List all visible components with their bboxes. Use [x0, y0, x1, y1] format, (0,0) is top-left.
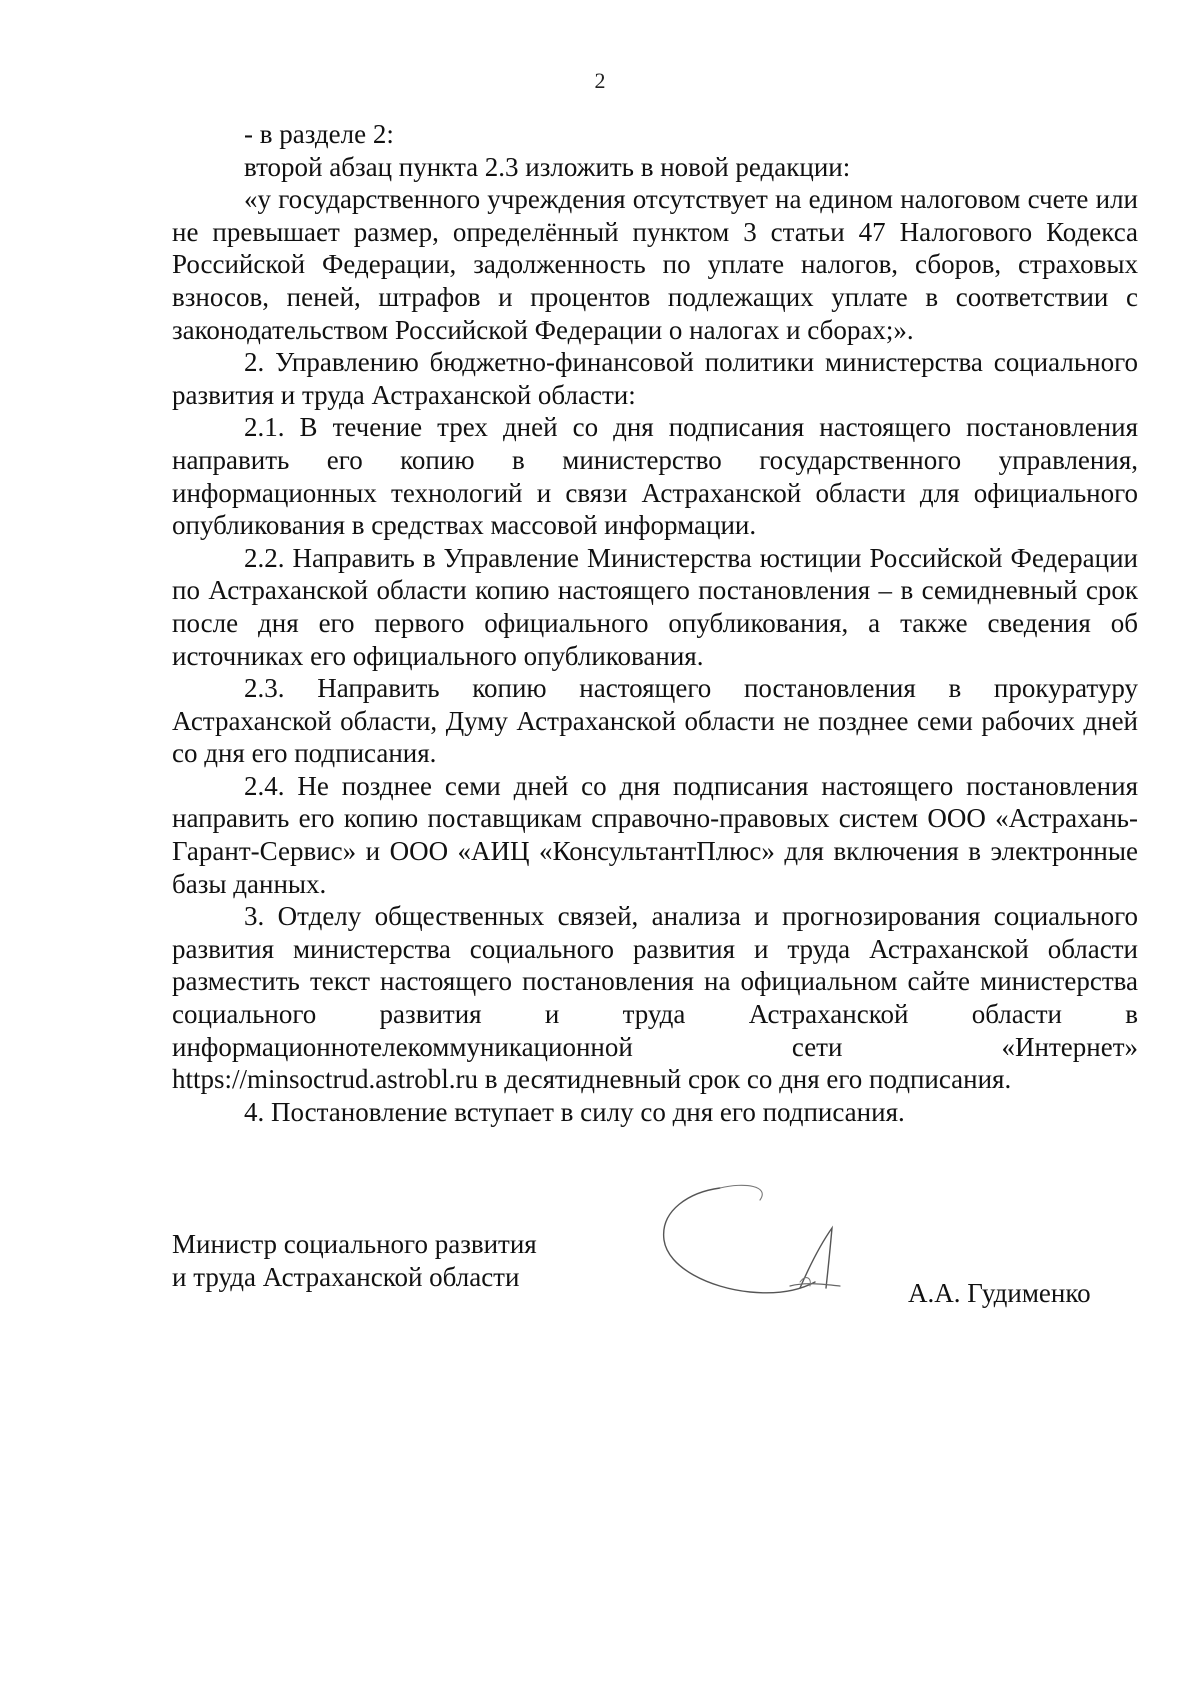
paragraph-item-2-4: 2.4. Не позднее семи дней со дня подписания настоящего постановления направить его копию поставщикам справочно-правовых систем ООО «Астрахань-Гарант-Сервис» и ООО «АИЦ «КонсультантПлюс» для включения в электронные базы данных. — [172, 770, 1138, 899]
paragraph-quoted-amendment: «у государственного учреждения отсутствует на едином налоговом счете или не превышает размер, определённый пунктом 3 статьи 47 Налогового Кодекса Российской Федерации, задолженность по уплате налогов, сборов, страховых взносов, пеней, штрафов и процентов подлежащих уплате в соответствии с законодательством Российской Федерации о налогах и сборах;». — [172, 184, 1138, 345]
signatory-position — [172, 1228, 537, 1294]
signatory-position-line-1: Министр социального развития — [172, 1229, 537, 1259]
paragraph-item-2-3: 2.3. Направить копию настоящего постановления в прокуратуру Астраханской области, Думу Астраханской области не позднее семи рабочих дней со дня его подписания. — [172, 673, 1138, 769]
page-number: 2 — [594, 68, 606, 93]
document-body — [172, 118, 1138, 1128]
paragraph-item-2-1: 2.1. В течение трех дней со дня подписания настоящего постановления направить его копию в министерство государственного управления, информационных технологий и связи Астраханской области для официального опубликования в средствах массовой информации. — [172, 412, 1138, 541]
paragraph-section-ref: - в разделе 2: — [244, 119, 394, 149]
paragraph-item-4: 4. Постановление вступает в силу со дня его подписания. — [244, 1096, 905, 1127]
signatory-position-line-2: и труда Астраханской области — [172, 1262, 520, 1292]
paragraph-item-3: 3. Отделу общественных связей, анализа и прогнозирования социального развития министерства социального развития и труда Астраханской области разместить текст настоящего постановления на официальном сайте министерства социального развития и труда Астраханской области в информационнотелекоммуникационной сети «Интернет» https://minsoctrud.astrobl.ru в десятидневный срок со дня его подписания. — [172, 901, 1138, 1095]
paragraph-amendment-intro: второй абзац пункта 2.3 изложить в новой редакции: — [244, 151, 851, 182]
signatory-name: А.А. Гудименко — [908, 1278, 1091, 1308]
handwritten-signature — [650, 1170, 860, 1310]
paragraph-item-2-2: 2.2. Направить в Управление Министерства юстиции Российской Федерации по Астраханской области копию настоящего постановления – в семидневный срок после дня его первого официального опубликования, а также сведения об источниках его официального опубликования. — [172, 542, 1138, 671]
paragraph-item-2: 2. Управлению бюджетно-финансовой политики министерства социального развития и труда Астраханской области: — [172, 347, 1138, 410]
